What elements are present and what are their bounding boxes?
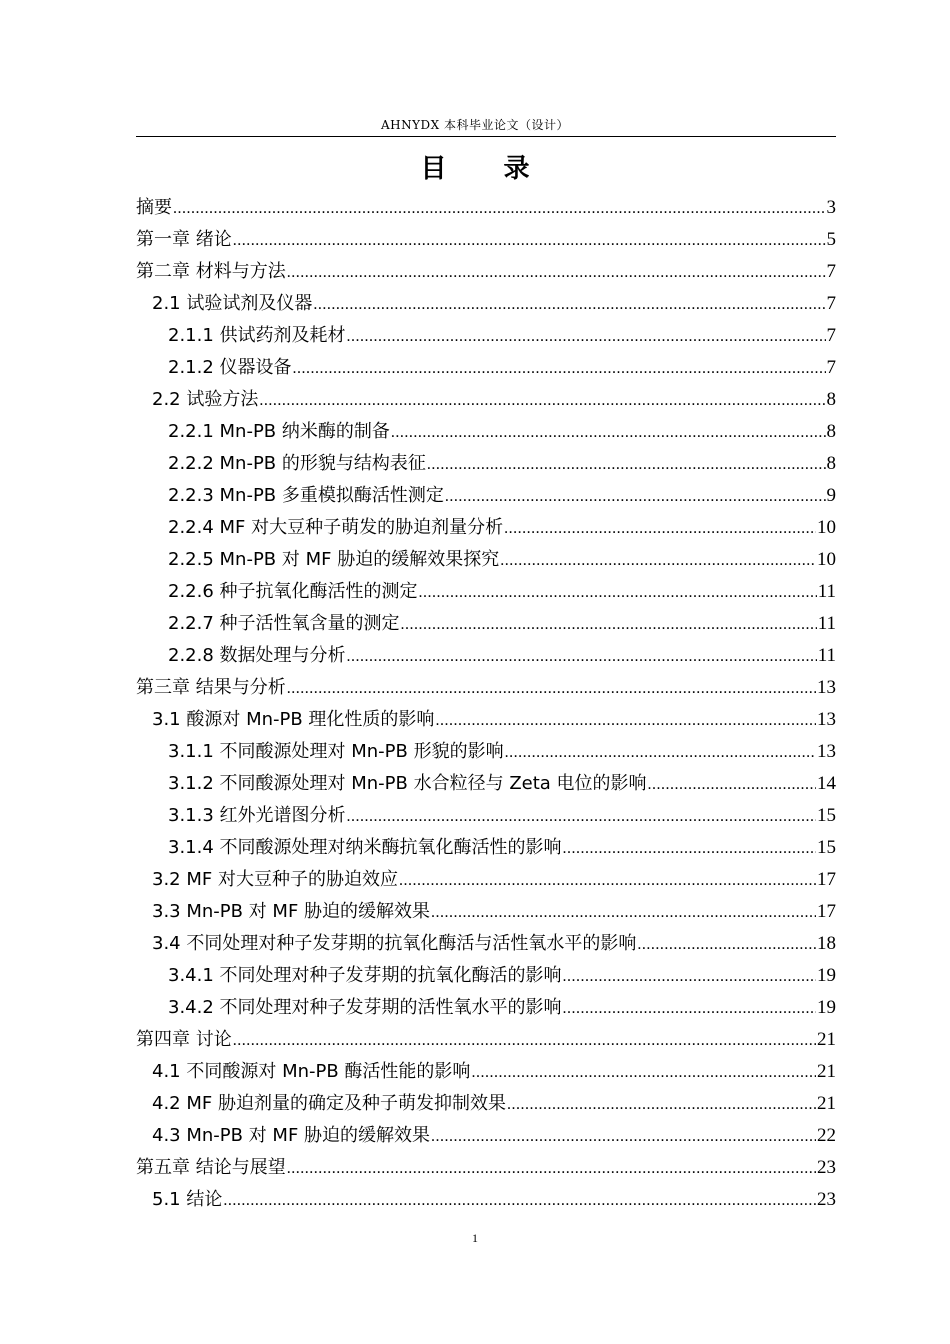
toc-entry-label: 2.2.1 Mn-PB 纳米酶的制备 (168, 421, 390, 442)
toc-entry-label: 第一章 绪论 (136, 229, 232, 250)
toc-entry-label: 4.2 MF 胁迫剂量的确定及种子萌发抑制效果 (152, 1093, 506, 1114)
toc-entry-label: 第三章 结果与分析 (136, 677, 286, 698)
toc-leader-dots (347, 641, 817, 673)
toc-leader-dots (223, 1185, 816, 1217)
toc-leader-dots (507, 1089, 816, 1121)
toc-entry-label: 3.4.1 不同处理对种子发芽期的抗氧化酶活的影响 (168, 965, 562, 986)
toc-leader-dots (347, 321, 826, 353)
toc-entry-page: 15 (817, 805, 836, 826)
toc-leader-dots (259, 385, 825, 417)
toc-entry-label: 3.1.3 红外光谱图分析 (168, 805, 346, 826)
toc-entry-label: 2.2 试验方法 (152, 389, 259, 410)
toc-title: 目 录 (420, 154, 554, 184)
toc-entry-label: 2.2.3 Mn-PB 多重模拟酶活性测定 (168, 485, 444, 506)
page-number: 1 (472, 1231, 478, 1245)
toc-leader-dots (637, 929, 816, 961)
running-header: AHNYDX 本科毕业论文（设计） (380, 118, 570, 132)
toc-entry-page: 10 (817, 549, 836, 570)
toc-entry-page: 17 (817, 901, 836, 922)
toc-entry-page: 7 (826, 325, 836, 346)
toc-entry[interactable] (136, 256, 836, 288)
toc-entry-label: 3.4 不同处理对种子发芽期的抗氧化酶活与活性氧水平的影响 (152, 933, 637, 954)
toc-leader-dots (287, 257, 826, 289)
toc-leader-dots (287, 673, 816, 705)
toc-entry-page: 9 (826, 485, 836, 506)
toc-entry[interactable] (136, 800, 836, 832)
toc-leader-dots (563, 961, 816, 993)
toc-leader-dots (419, 577, 817, 609)
toc-entry-page: 21 (817, 1093, 836, 1114)
toc-entry-page: 7 (826, 357, 836, 378)
toc-entry[interactable] (136, 480, 836, 512)
toc-entry-label: 3.1.4 不同酸源处理对纳米酶抗氧化酶活性的影响 (168, 837, 562, 858)
toc-entry-page: 21 (817, 1061, 836, 1082)
toc-leader-dots (233, 1025, 816, 1057)
toc-leader-dots (233, 225, 826, 257)
toc-entry-label: 2.2.6 种子抗氧化酶活性的测定 (168, 581, 418, 602)
toc-leader-dots (471, 1057, 816, 1089)
toc-leader-dots (347, 801, 816, 833)
toc-entry-label: 2.2.4 MF 对大豆种子萌发的胁迫剂量分析 (168, 517, 504, 538)
toc-entry-label: 4.1 不同酸源对 Mn-PB 酶活性能的影响 (152, 1061, 471, 1082)
toc-entry-label: 2.1.2 仪器设备 (168, 357, 292, 378)
toc-entry-page: 13 (817, 677, 836, 698)
toc-entry[interactable] (136, 960, 836, 992)
toc-entry[interactable] (136, 384, 836, 416)
toc-entry[interactable] (136, 576, 836, 608)
toc-leader-dots (391, 417, 826, 449)
toc-entry-label: 5.1 结论 (152, 1189, 223, 1210)
toc-entry-page: 18 (817, 933, 836, 954)
toc-entry[interactable] (136, 416, 836, 448)
toc-entry-page: 11 (817, 613, 836, 634)
toc-entry-label: 2.2.7 种子活性氧含量的测定 (168, 613, 400, 634)
toc-leader-dots (399, 865, 816, 897)
toc-entry-page: 7 (826, 293, 836, 314)
toc-leader-dots (293, 353, 826, 385)
toc-entry-label: 3.2 MF 对大豆种子的胁迫效应 (152, 869, 398, 890)
toc-entry-page: 15 (817, 837, 836, 858)
toc-entry[interactable] (136, 224, 836, 256)
toc-entry[interactable] (136, 864, 836, 896)
toc-entry[interactable] (136, 320, 836, 352)
toc-leader-dots (427, 449, 826, 481)
toc-leader-dots (648, 769, 816, 801)
toc-entry[interactable] (136, 1056, 836, 1088)
toc-entry[interactable] (136, 512, 836, 544)
toc-leader-dots (435, 705, 816, 737)
toc-entry[interactable] (136, 1088, 836, 1120)
toc-leader-dots (287, 1153, 816, 1185)
header-rule (136, 136, 836, 137)
toc-entry[interactable] (136, 352, 836, 384)
toc-entry-label: 摘要 (136, 197, 172, 218)
toc-entry[interactable] (136, 1184, 836, 1216)
toc-entry-label: 3.1.1 不同酸源处理对 Mn-PB 形貌的影响 (168, 741, 504, 762)
toc-leader-dots (563, 833, 816, 865)
toc-entry-page: 3 (826, 197, 836, 218)
toc-entry[interactable] (136, 288, 836, 320)
toc-entry-page: 21 (817, 1029, 836, 1050)
toc-entry[interactable] (136, 448, 836, 480)
toc-leader-dots (504, 513, 816, 545)
toc-leader-dots (173, 193, 826, 225)
toc-entry[interactable] (136, 608, 836, 640)
toc-entry-label: 4.3 Mn-PB 对 MF 胁迫的缓解效果 (152, 1125, 431, 1146)
toc-entry[interactable] (136, 640, 836, 672)
toc-entry-page: 8 (826, 421, 836, 442)
toc-entry-label: 第五章 结论与展望 (136, 1157, 286, 1178)
toc-entry-page: 5 (826, 229, 836, 250)
toc-entry-page: 19 (817, 997, 836, 1018)
toc-entry-page: 19 (817, 965, 836, 986)
toc-entry-page: 8 (826, 389, 836, 410)
toc-entry-page: 13 (817, 709, 836, 730)
toc-entry-page: 11 (817, 581, 836, 602)
table-of-contents (136, 192, 836, 1216)
toc-entry[interactable] (136, 1152, 836, 1184)
toc-entry-page: 10 (817, 517, 836, 538)
toc-entry-label: 2.1.1 供试药剂及耗材 (168, 325, 346, 346)
toc-entry-label: 3.3 Mn-PB 对 MF 胁迫的缓解效果 (152, 901, 431, 922)
toc-entry[interactable] (136, 928, 836, 960)
toc-entry-page: 22 (817, 1125, 836, 1146)
toc-leader-dots (431, 1121, 816, 1153)
toc-entry[interactable] (136, 736, 836, 768)
toc-entry-label: 3.4.2 不同处理对种子发芽期的活性氧水平的影响 (168, 997, 562, 1018)
toc-entry-page: 8 (826, 453, 836, 474)
toc-entry-label: 2.2.5 Mn-PB 对 MF 胁迫的缓解效果探究 (168, 549, 500, 570)
toc-entry[interactable] (136, 992, 836, 1024)
toc-leader-dots (500, 545, 816, 577)
toc-leader-dots (401, 609, 817, 641)
toc-entry[interactable] (136, 1024, 836, 1056)
toc-entry-page: 17 (817, 869, 836, 890)
toc-entry-label: 第二章 材料与方法 (136, 261, 286, 282)
toc-leader-dots (505, 737, 816, 769)
toc-entry[interactable] (136, 896, 836, 928)
toc-leader-dots (445, 481, 826, 513)
toc-entry-label: 3.1.2 不同酸源处理对 Mn-PB 水合粒径与 Zeta 电位的影响 (168, 773, 647, 794)
toc-entry[interactable] (136, 192, 836, 224)
toc-entry[interactable] (136, 704, 836, 736)
toc-entry-page: 23 (817, 1189, 836, 1210)
toc-entry-label: 2.1 试验试剂及仪器 (152, 293, 313, 314)
toc-entry-page: 14 (817, 773, 836, 794)
toc-leader-dots (431, 897, 816, 929)
toc-entry-label: 第四章 讨论 (136, 1029, 232, 1050)
toc-entry[interactable] (136, 832, 836, 864)
toc-entry[interactable] (136, 1120, 836, 1152)
toc-entry[interactable] (136, 672, 836, 704)
toc-leader-dots (563, 993, 816, 1025)
toc-entry-page: 13 (817, 741, 836, 762)
toc-entry-page: 11 (817, 645, 836, 666)
toc-entry-label: 2.2.8 数据处理与分析 (168, 645, 346, 666)
toc-entry-page: 23 (817, 1157, 836, 1178)
toc-entry-page: 7 (826, 261, 836, 282)
toc-entry-label: 3.1 酸源对 Mn-PB 理化性质的影响 (152, 709, 435, 730)
toc-leader-dots (313, 289, 825, 321)
toc-entry[interactable] (136, 768, 836, 800)
toc-entry[interactable] (136, 544, 836, 576)
toc-entry-label: 2.2.2 Mn-PB 的形貌与结构表征 (168, 453, 426, 474)
